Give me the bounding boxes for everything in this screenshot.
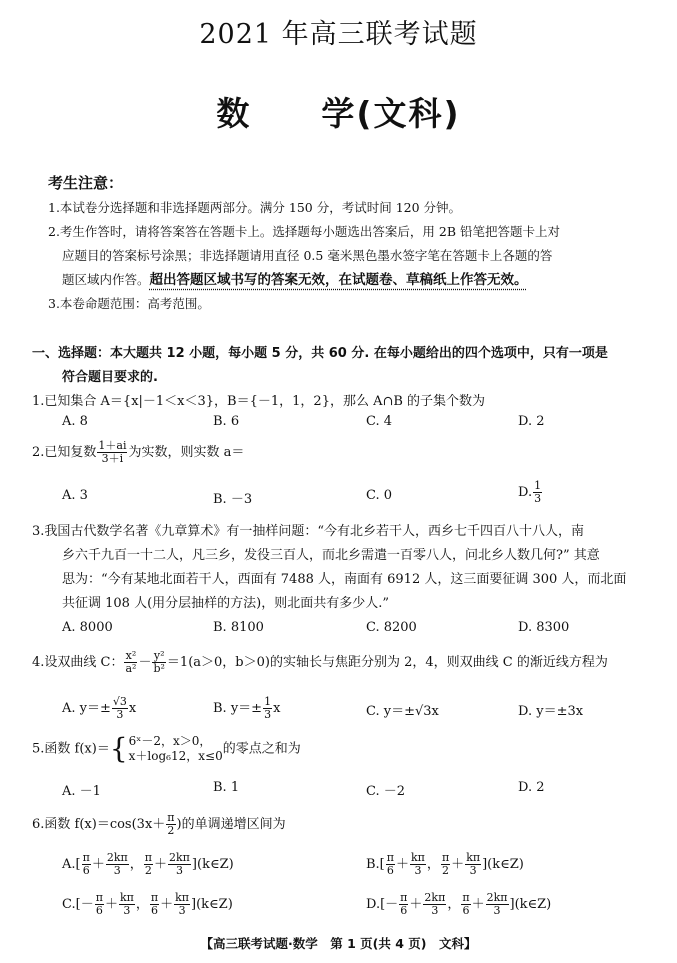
q6-b-n2: kπ — [411, 851, 425, 864]
q6-d-c: ， — [447, 897, 461, 912]
q6-b-d3: 2 — [442, 864, 450, 877]
q4-a-fraction — [112, 696, 128, 721]
q6-a-m2: ＋ — [154, 857, 168, 872]
q2-frac-num: 1＋ai — [98, 439, 127, 452]
question-3-line-4: 共征调 108 人(用分层抽样的方法)，则北面共有多少人.” — [62, 596, 389, 611]
q6-a-f1 — [82, 852, 91, 877]
q1-option-c: C. 4 — [366, 414, 393, 429]
q6-a-r: ](k∈Z) — [191, 857, 234, 872]
q6-option-d — [366, 892, 551, 917]
q6-c-d4: 3 — [178, 904, 186, 917]
q6-d-f3 — [461, 892, 470, 917]
q6-d-f4 — [486, 892, 509, 917]
q2-frac-den: 3＋i — [101, 452, 124, 465]
q6-a-d1: 6 — [82, 864, 90, 877]
q6-a-f2 — [106, 852, 129, 877]
notice-item-2-tail: 题区域内作答。 — [62, 272, 150, 287]
q6-b-m2: ＋ — [451, 857, 465, 872]
q6-a-n2: 2kπ — [106, 851, 128, 864]
q6-d-d1: 6 — [400, 904, 408, 917]
q6-a-d2: 3 — [113, 864, 121, 877]
q4-f1-num: x² — [125, 649, 137, 662]
notice-item-3: 3.本卷命题范围：高考范围。 — [48, 296, 210, 311]
q6-stem-fraction — [166, 812, 175, 837]
q6-d-n3: π — [462, 891, 470, 904]
q4-option-b — [213, 696, 280, 721]
q6-b-n1: π — [386, 851, 394, 864]
q6-b-f2 — [410, 852, 426, 877]
q6-b-f1 — [386, 852, 395, 877]
q6-d-n4: 2kπ — [486, 891, 508, 904]
q6-b-n4: kπ — [466, 851, 481, 864]
q4-a-pre: A. y＝± — [62, 701, 111, 716]
q6-b-n3: π — [441, 851, 450, 864]
q6-c-d3: 6 — [150, 904, 158, 917]
q6-d-l: D.[－ — [366, 897, 399, 912]
q6-b-d4: 3 — [469, 864, 477, 877]
exam-title: 2021 年高三联考试题 — [199, 19, 478, 50]
q6-option-c — [62, 892, 233, 917]
q6-b-l: B.[ — [366, 857, 385, 872]
notice-heading: 考生注意： — [48, 174, 124, 192]
q6-stem-den: 2 — [167, 824, 175, 837]
q4-option-d: D. y＝±3x — [518, 704, 584, 719]
q5-option-d: D. 2 — [518, 780, 545, 795]
q1-option-d: D. 2 — [518, 414, 545, 429]
q6-a-m1: ＋ — [91, 857, 105, 872]
q6-option-a — [62, 852, 234, 877]
q6-c-n4: kπ — [175, 891, 190, 904]
q4-option-c: C. y＝±√3x — [366, 704, 439, 719]
q6-d-d3: 6 — [462, 904, 470, 917]
q2-stem-pre: 2.已知复数 — [32, 445, 97, 460]
q6-a-l: A.[ — [62, 857, 81, 872]
q6-stem-num: π — [167, 811, 175, 824]
q6-a-f3 — [144, 852, 153, 877]
q6-c-m1: ＋ — [104, 897, 118, 912]
q6-c-f1 — [95, 892, 104, 917]
notice-item-2-cont2 — [62, 270, 528, 290]
section-heading-cont: 符合题目要求的. — [62, 370, 158, 385]
q6-a-d4: 3 — [175, 864, 183, 877]
q4-a-post: x — [128, 701, 137, 716]
q6-b-r: ](k∈Z) — [482, 857, 524, 872]
q4-option-a — [62, 696, 136, 721]
question-4 — [32, 650, 608, 675]
q4-frac-1 — [124, 650, 137, 675]
q2-option-c: C. 0 — [366, 488, 393, 503]
q6-d-r: ](k∈Z) — [509, 897, 552, 912]
q5-stem-post: 的零点之和为 — [222, 741, 301, 757]
page-footer: 【高三联考试题·数学 第 1 页(共 4 页) 文科】 — [200, 936, 477, 951]
q6-stem-post: )的单调递增区间为 — [176, 817, 286, 832]
q6-d-n1: π — [400, 891, 408, 904]
q6-d-f2 — [423, 892, 446, 917]
q4-a-den: 3 — [116, 708, 124, 721]
q6-d-m2: ＋ — [471, 897, 485, 912]
q1-option-a: A. 8 — [62, 414, 88, 429]
q5-option-c: C. －2 — [366, 784, 406, 799]
q4-b-den: 3 — [264, 708, 272, 721]
q3-option-c: C. 8200 — [366, 620, 417, 635]
notice-item-2-cont: 应题目的答案标号涂黑；非选择题请用直径 0.5 毫米黑色墨水签字笔在答题卡上各题的答 — [62, 248, 553, 263]
q4-stem-post: ＝1(a＞0，b＞0)的实轴长与焦距分别为 2，4，则双曲线 C 的渐近线方程为 — [166, 655, 608, 670]
left-brace-icon: { — [109, 732, 128, 765]
q6-a-f4 — [168, 852, 191, 877]
q6-option-b — [366, 852, 524, 877]
q6-c-n1: π — [95, 891, 103, 904]
q6-b-f3 — [441, 852, 450, 877]
q6-b-m1: ＋ — [396, 857, 410, 872]
q5-case-2: x＋log₆12，x≤0 — [128, 749, 223, 763]
q6-d-d2: 3 — [431, 904, 439, 917]
question-2 — [32, 440, 244, 465]
q6-a-n4: 2kπ — [169, 851, 190, 864]
q2-d-den: 3 — [534, 492, 542, 505]
q2-option-b: B. －3 — [213, 492, 253, 507]
q6-c-m2: ＋ — [160, 897, 174, 912]
q2-option-a: A. 3 — [62, 488, 88, 503]
q2-option-d — [518, 480, 543, 505]
q2-d-label: D. — [518, 485, 533, 500]
q4-stem-pre: 4.设双曲线 C： — [32, 655, 124, 670]
q3-option-b: B. 8100 — [213, 620, 264, 635]
q6-b-d2: 3 — [414, 864, 422, 877]
q1-option-b: B. 6 — [213, 414, 240, 429]
q4-b-pre: B. y＝± — [213, 701, 263, 716]
question-3-line-3: 思为：“今有某地北面若干人，西面有 7488 人，南面有 6912 人，这三面要征调 300 人，而北面 — [62, 572, 627, 587]
q6-d-m1: ＋ — [409, 897, 423, 912]
question-6 — [32, 812, 286, 837]
q6-a-n1: π — [82, 851, 90, 864]
q6-a-d3: 2 — [144, 864, 152, 877]
q6-c-f4 — [174, 892, 190, 917]
q2-fraction — [97, 440, 127, 465]
q4-minus: － — [138, 655, 152, 670]
q6-c-c: ， — [135, 897, 149, 912]
q4-b-post: x — [273, 701, 281, 716]
q6-d-d4: 3 — [493, 904, 501, 917]
notice-item-1: 1.本试卷分选择题和非选择题两部分。满分 150 分，考试时间 120 分钟。 — [48, 200, 462, 215]
q3-option-a: A. 8000 — [62, 620, 113, 635]
q6-c-f2 — [119, 892, 135, 917]
q6-stem-pre: 6.函数 f(x)＝cos(3x＋ — [32, 817, 166, 832]
q4-f2-num: y² — [153, 649, 165, 662]
subject-title: 数 学(文科) — [216, 94, 461, 133]
q4-f2-den: b² — [153, 662, 165, 675]
q6-a-c: ， — [129, 857, 143, 872]
q4-frac-2 — [152, 650, 165, 675]
q2-stem-post: 为实数，则实数 a＝ — [128, 445, 245, 460]
q6-c-n2: kπ — [119, 891, 134, 904]
q4-b-fraction — [263, 696, 272, 721]
section-heading: 一、选择题：本大题共 12 小题，每小题 5 分，共 60 分. 在每小题给出的四个选项中，只有一项是 — [32, 346, 608, 361]
q6-b-f4 — [465, 852, 481, 877]
q6-b-d1: 6 — [386, 864, 394, 877]
q5-stem-pre: 5.函数 f(x)＝ — [32, 741, 110, 757]
question-1: 1.已知集合 A＝{x|－1＜x＜3}，B＝{－1，1，2}，那么 A∩B 的子集个数为 — [32, 394, 486, 409]
q6-d-n2: 2kπ — [424, 891, 446, 904]
notice-item-2: 2.考生作答时，请将答案答在答题卡上。选择题每小题选出答案后，用 2B 铅笔把答题卡上对 — [48, 224, 561, 239]
q6-c-d1: 6 — [95, 904, 103, 917]
q6-c-l: C.[－ — [62, 897, 94, 912]
notice-warning: 超出答题区域书写的答案无效，在试题卷、草稿纸上作答无效。 — [149, 272, 528, 288]
q6-a-n3: π — [144, 851, 152, 864]
q6-c-n3: π — [150, 891, 159, 904]
q4-f1-den: a² — [125, 662, 137, 675]
q6-c-r: ](k∈Z) — [191, 897, 233, 912]
q5-cases — [129, 734, 223, 764]
question-5 — [32, 734, 301, 764]
q5-case-1: 6ˣ－2，x＞0， — [128, 734, 212, 748]
q2-d-fraction — [533, 480, 542, 505]
q2-d-num: 1 — [534, 479, 542, 492]
q4-b-num: 1 — [264, 695, 272, 708]
q6-c-f3 — [150, 892, 159, 917]
q5-option-a: A. －1 — [62, 784, 101, 799]
question-3-line-2: 乡六千九百一十二人，凡三乡，发役三百人，而北乡需遣一百零八人，问北乡人数几何?” 其意 — [62, 548, 600, 563]
q6-c-d2: 3 — [123, 904, 131, 917]
q5-option-b: B. 1 — [213, 780, 240, 795]
question-3-line-1: 3.我国古代数学名著《九章算术》有一抽样问题：“今有北乡若干人，西乡七千四百八十八人，南 — [32, 524, 585, 539]
q6-d-f1 — [399, 892, 408, 917]
q3-option-d: D. 8300 — [518, 620, 570, 635]
q6-b-c: ， — [426, 857, 440, 872]
q4-a-num: √3 — [112, 695, 127, 708]
